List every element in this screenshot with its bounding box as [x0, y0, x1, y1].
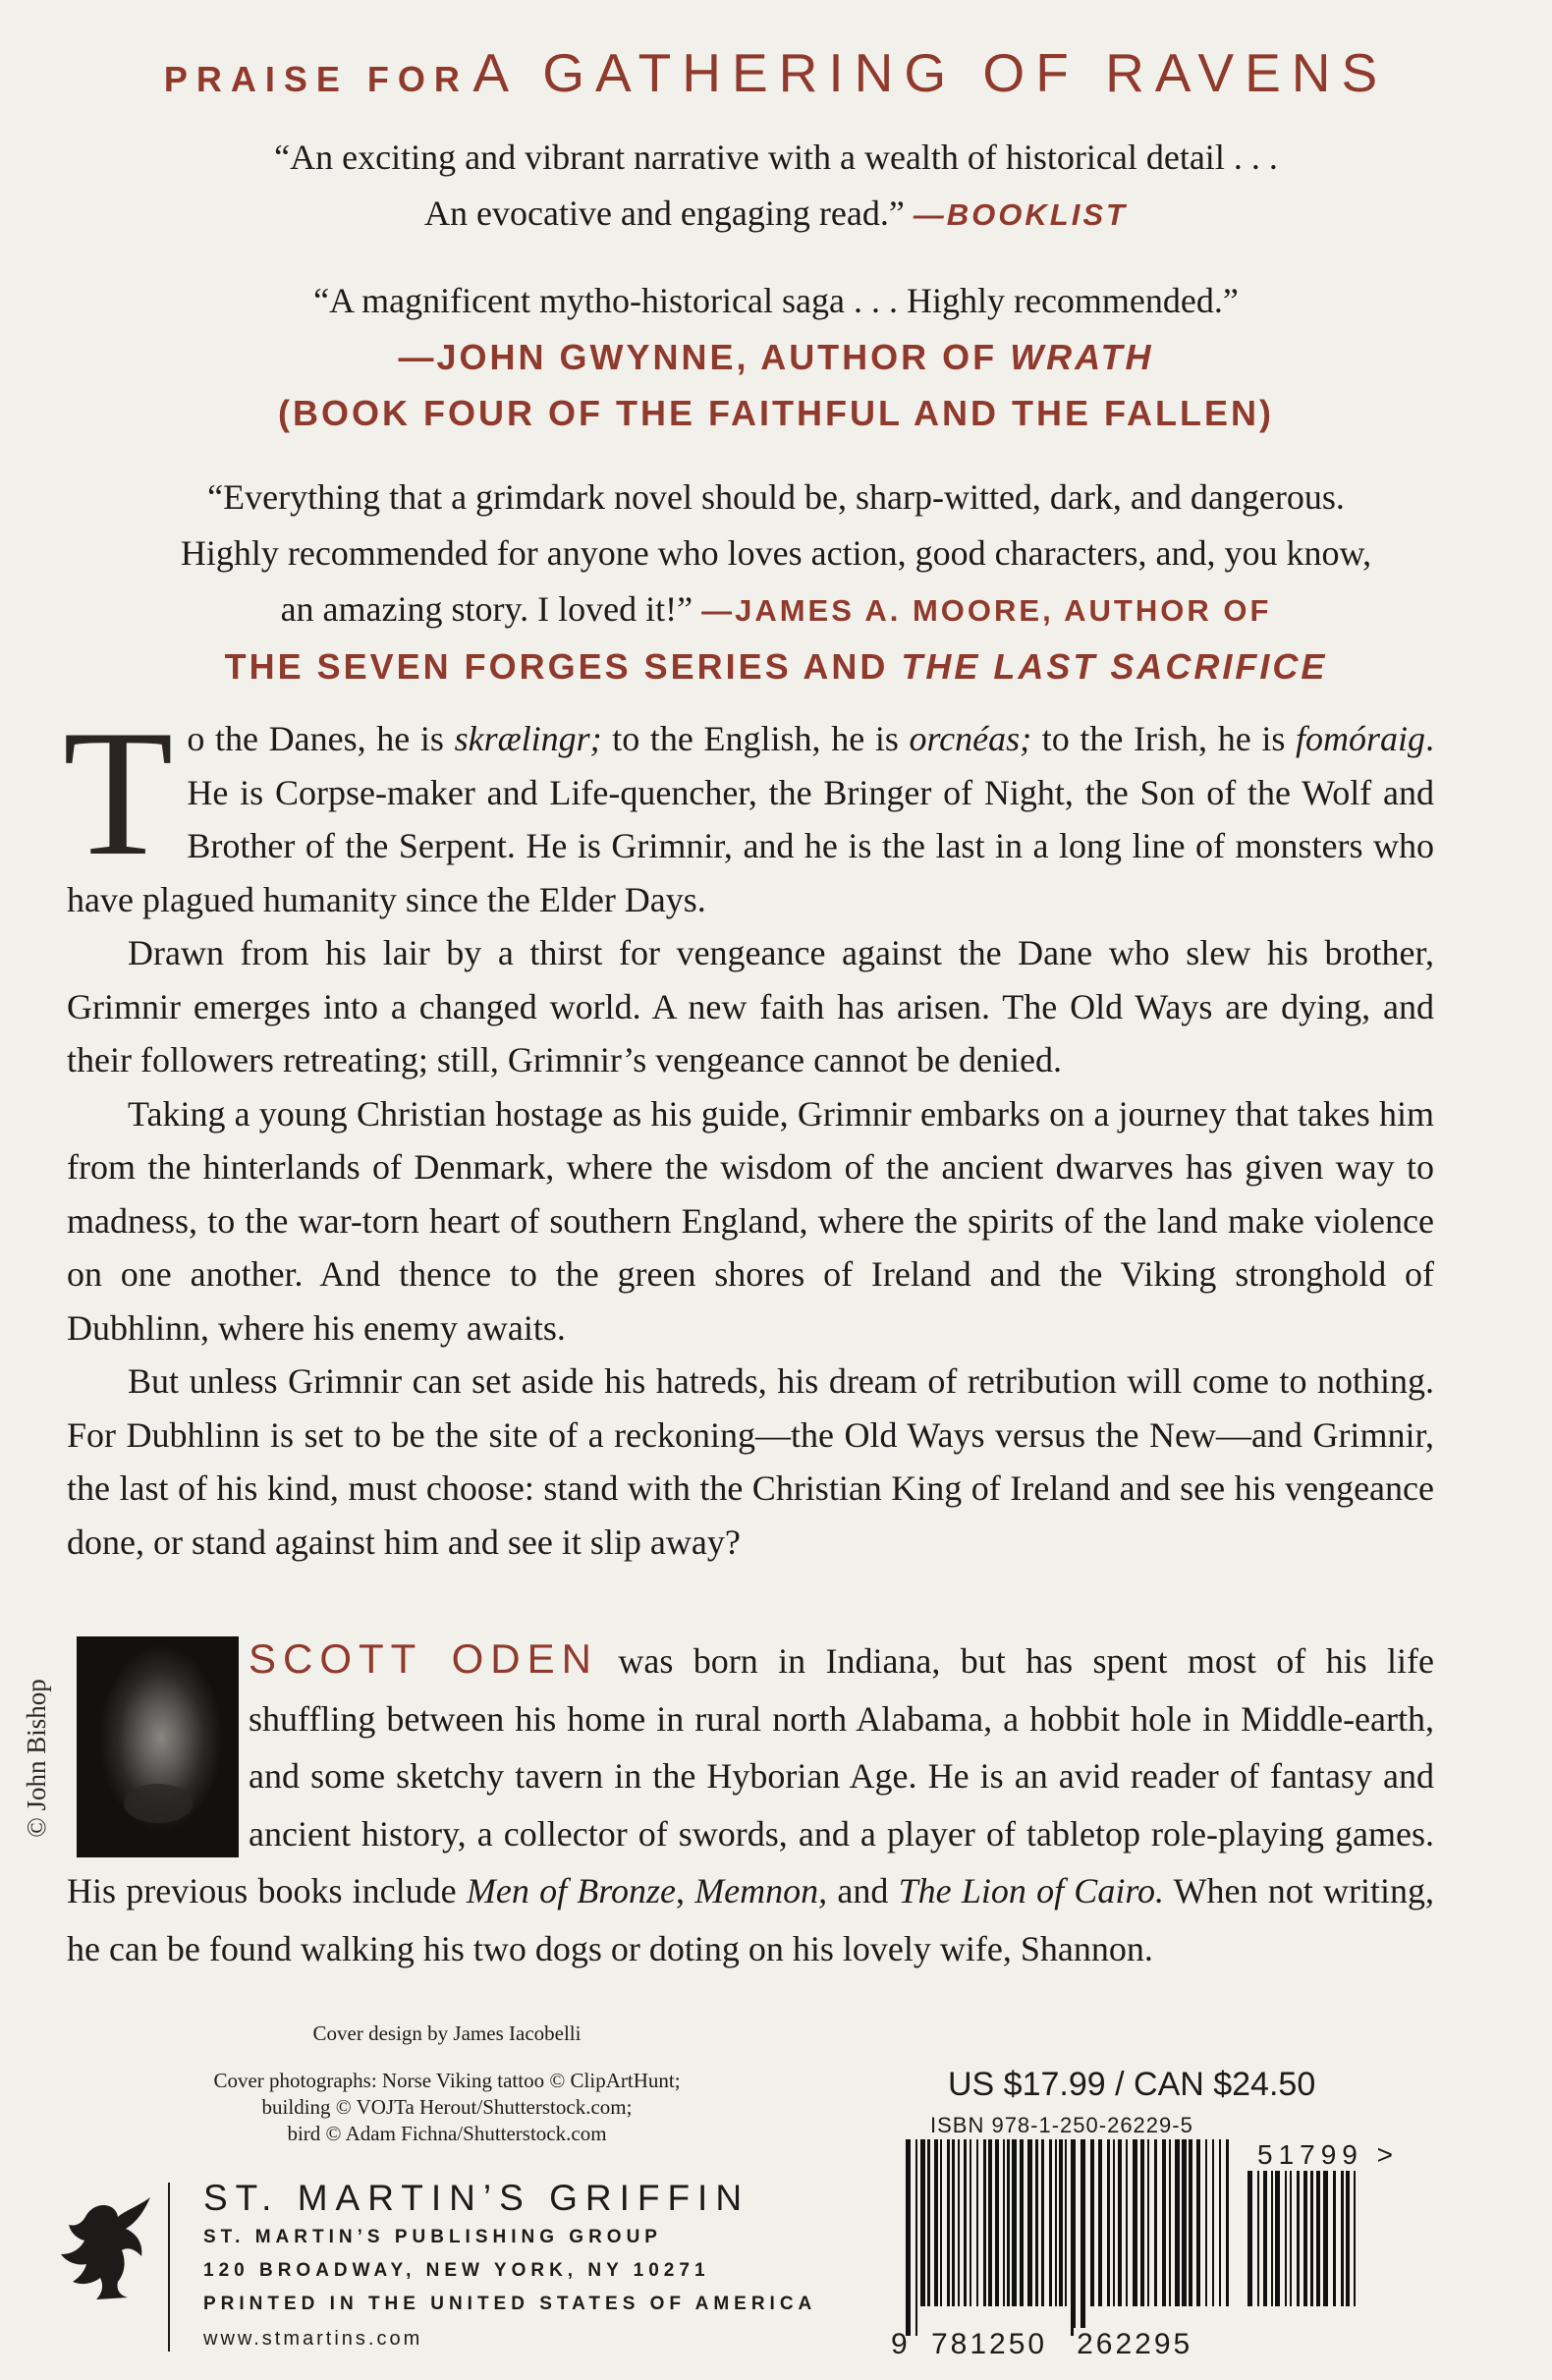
barcode-addon-digits: 51799 > — [1257, 2139, 1400, 2170]
quote-booklist — [0, 130, 1552, 243]
quote-attribution: —JOHN GWYNNE, AUTHOR OF WRATH — [398, 337, 1154, 377]
quote-attribution-series: (BOOK FOUR OF THE FAITHFUL AND THE FALLEN) — [278, 393, 1274, 433]
cover-design-credit: Cover design by James Iacobelli — [312, 2021, 582, 2045]
barcode-addon-icon — [1246, 2171, 1361, 2336]
publisher-website: www.stmartins.com — [203, 2328, 423, 2350]
quote-line: Highly recommended for anyone who loves action, good characters, and, you know, — [180, 533, 1372, 573]
publisher-group: ST. MARTIN’S PUBLISHING GROUP — [203, 2227, 662, 2247]
blurb-paragraph: To the Danes, he is skrælingr; to the English, he is orcnéas; to the Irish, he is fomóraig. He is Corpse-maker and Life-quencher, the Bringer of Night, the Son of the Wolf and Brother of the Serpent. He is Grimnir, and he is the last in a long line of monsters who have plagued humanity since the Elder Days. — [63, 692, 1434, 919]
griffin-logo-icon — [57, 2195, 155, 2303]
quote-line: “Everything that a grimdark novel should be, sharp-witted, dark, and dangerous. — [207, 477, 1345, 517]
book-description — [63, 692, 1434, 1569]
quote-line: “A magnificent mytho-historical saga . . . Highly recommended.” — [313, 281, 1239, 320]
quote-moore — [0, 470, 1552, 694]
quote-gwynne — [0, 273, 1552, 441]
praise-prefix: PRAISE FOR — [163, 59, 469, 99]
quote-attribution-series: THE SEVEN FORGES SERIES AND THE LAST SACRIFICE — [224, 646, 1328, 687]
price-label: US $17.99 / CAN $24.50 — [948, 2066, 1316, 2103]
author-name: SCOTT ODEN — [249, 1635, 598, 1682]
isbn-label: ISBN 978-1-250-26229-5 — [930, 2113, 1193, 2137]
quote-line: “An exciting and vibrant narrative with a wealth of historical detail . . . — [274, 138, 1278, 177]
photo-credit: © John Bishop — [22, 1679, 51, 1838]
blurb-paragraph: Drawn from his lair by a thirst for vengeance against the Dane who slew his brother, Grimnir emerges into a changed world. A new faith has arisen. The Old Ways are dying, and their followers retreating; still, Grimnir’s vengeance cannot be denied. — [67, 933, 1434, 1079]
blurb-paragraph: Taking a young Christian hostage as his guide, Grimnir embarks on a journey that takes him from the hinterlands of Denmark, where the wisdom of the ancient dwarves has given way to madness, to the war-torn heart of southern England, where the spirits of the land make violence on one another. And thence to the green shores of Ireland and the Viking stronghold of Dubhlinn, where his enemy awaits. — [67, 1093, 1434, 1348]
author-bio: SCOTT ODEN was born in Indiana, but has spent most of his life shuffling between his home in rural north Alabama, a hobbit hole in Middle-earth, and some sketchy tavern in the Hyborian Age. He is an avid reader of fantasy and ancient history, a collector of swords, and a player of tabletop role-playing games. His previous books include Men of Bronze, Memnon, and The Lion of Cairo. When not writing, he can be found walking his two dogs or doting on his lovely wife, Shannon. — [67, 1635, 1434, 1968]
quote-line: An evocative and engaging read.” —BOOKLIST — [424, 194, 1128, 233]
printed-in-line: PRINTED IN THE UNITED STATES OF AMERICA — [203, 2294, 817, 2314]
praise-book-title: A GATHERING OF RAVENS — [472, 42, 1389, 103]
barcode-icon — [904, 2139, 1233, 2336]
quote-line: an amazing story. I loved it!” —JAMES A. MOORE, AUTHOR OF — [280, 589, 1272, 629]
ean-digits: 9 781250 262295 — [891, 2328, 1230, 2361]
publisher-divider — [168, 2183, 170, 2352]
drop-cap: T — [63, 692, 174, 893]
publisher-name: ST. MARTIN’S GRIFFIN — [203, 2178, 750, 2218]
praise-heading — [0, 41, 1552, 104]
publisher-address: 120 BROADWAY, NEW YORK, NY 10271 — [203, 2260, 710, 2281]
cover-photo-credits: Cover photographs: Norse Viking tattoo © ClipArtHunt; building © VOJTa Herout/Shutterstock.com; bird © Adam Fichna/Shutterstock.com — [213, 2069, 681, 2145]
quote-attribution: —JAMES A. MOORE, AUTHOR OF — [701, 593, 1272, 628]
blurb-paragraph: But unless Grimnir can set aside his hatreds, his dream of retribution will come to nothing. For Dubhlinn is set to be the site of a reckoning—the Old Ways versus the New—and Grimnir, the last of his kind, must choose: stand with the Christian King of Ireland and see his vengeance done, or stand against him and see it slip away? — [67, 1361, 1434, 1562]
quote-attribution: —BOOKLIST — [913, 197, 1128, 232]
